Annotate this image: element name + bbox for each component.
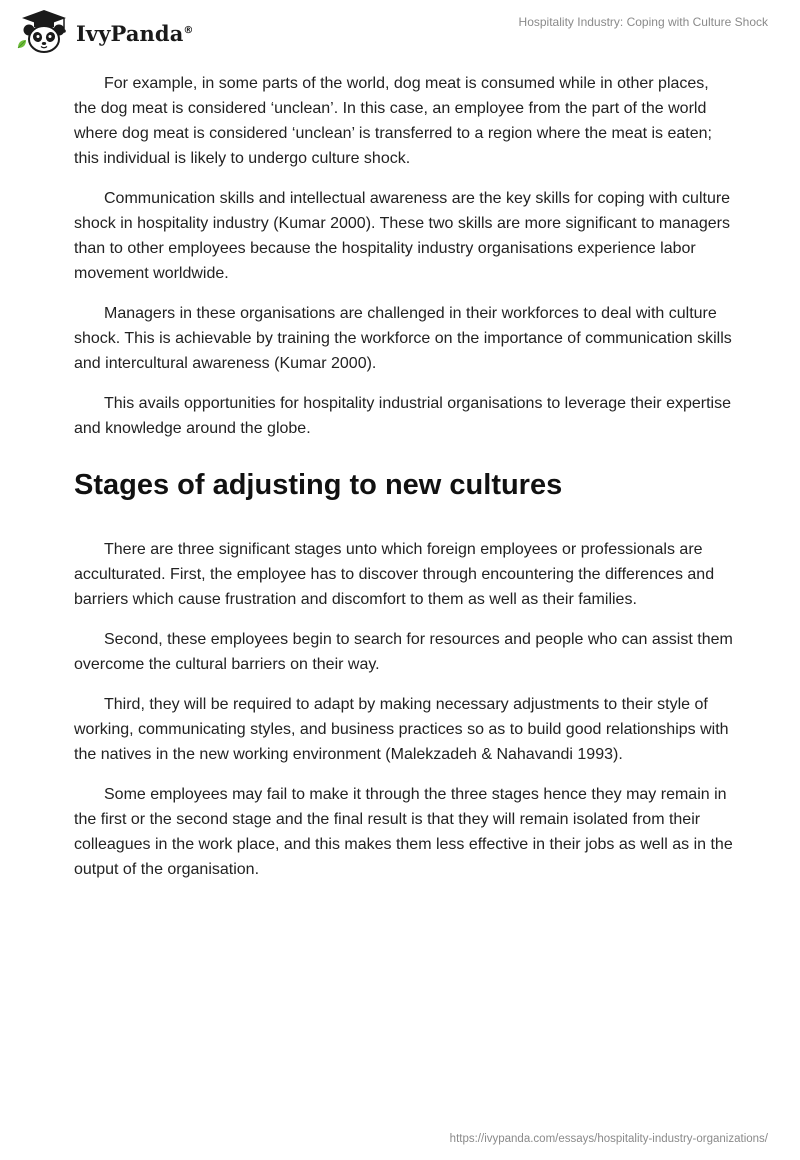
ivypanda-logo[interactable]: [14, 8, 194, 56]
paragraph: This avails opportunities for hospitality industrial organisations to leverage their expertise and knowledge around the globe.: [74, 395, 731, 437]
paragraph: Some employees may fail to make it through the three stages hence they may remain in the first or the second stage and the final result is that they will remain isolated from their colleagues in the work place, and this makes them less effective in their jobs as well as in the output of the organisation.: [74, 786, 733, 878]
essay-content: [74, 71, 734, 897]
paragraph: Third, they will be required to adapt by making necessary adjustments to their style of working, communicating styles, and business practices so as to build good relationships with the natives in the new working environment (Malekzadeh & Nahavandi 1993).: [74, 696, 729, 763]
page-header: [0, 0, 800, 64]
paragraph: For example, in some parts of the world, dog meat is consumed while in other places, the dog meat is considered ‘unclean’. In this case, an employee from the part of the world where dog meat is considered ‘unclean’ is transferred to a region where the meat is eaten; this individual is likely to undergo culture shock.: [74, 75, 712, 167]
registered-mark: ®: [183, 24, 194, 36]
paragraph: There are three significant stages unto which foreign employees or professionals are acculturated. First, the employee has to discover through encountering the differences and barriers which cause frustration and discomfort to them as well as their families.: [74, 541, 715, 608]
section-heading: Stages of adjusting to new cultures: [74, 469, 563, 501]
paragraph: Communication skills and intellectual awareness are the key skills for coping with culture shock in hospitality industry (Kumar 2000). These two skills are more significant to managers than to other employees because the hospitality industry organisations experience labor movement worldwide.: [74, 190, 731, 282]
paragraph: Managers in these organisations are challenged in their workforces to deal with culture shock. This is achievable by training the workforce on the importance of communication skills and intercultural awareness (Kumar 2000).: [74, 305, 732, 372]
document-title: Hospitality Industry: Coping with Culture Shock: [518, 15, 768, 29]
paragraph: Second, these employees begin to search for resources and people who can assist them overcome the cultural barriers on their way.: [74, 631, 733, 673]
logo-wordmark: IvyPanda®: [76, 20, 194, 46]
panda-graduate-icon: [14, 8, 74, 56]
source-url[interactable]: https://ivypanda.com/essays/hospitality-industry-organizations/: [449, 1133, 768, 1145]
